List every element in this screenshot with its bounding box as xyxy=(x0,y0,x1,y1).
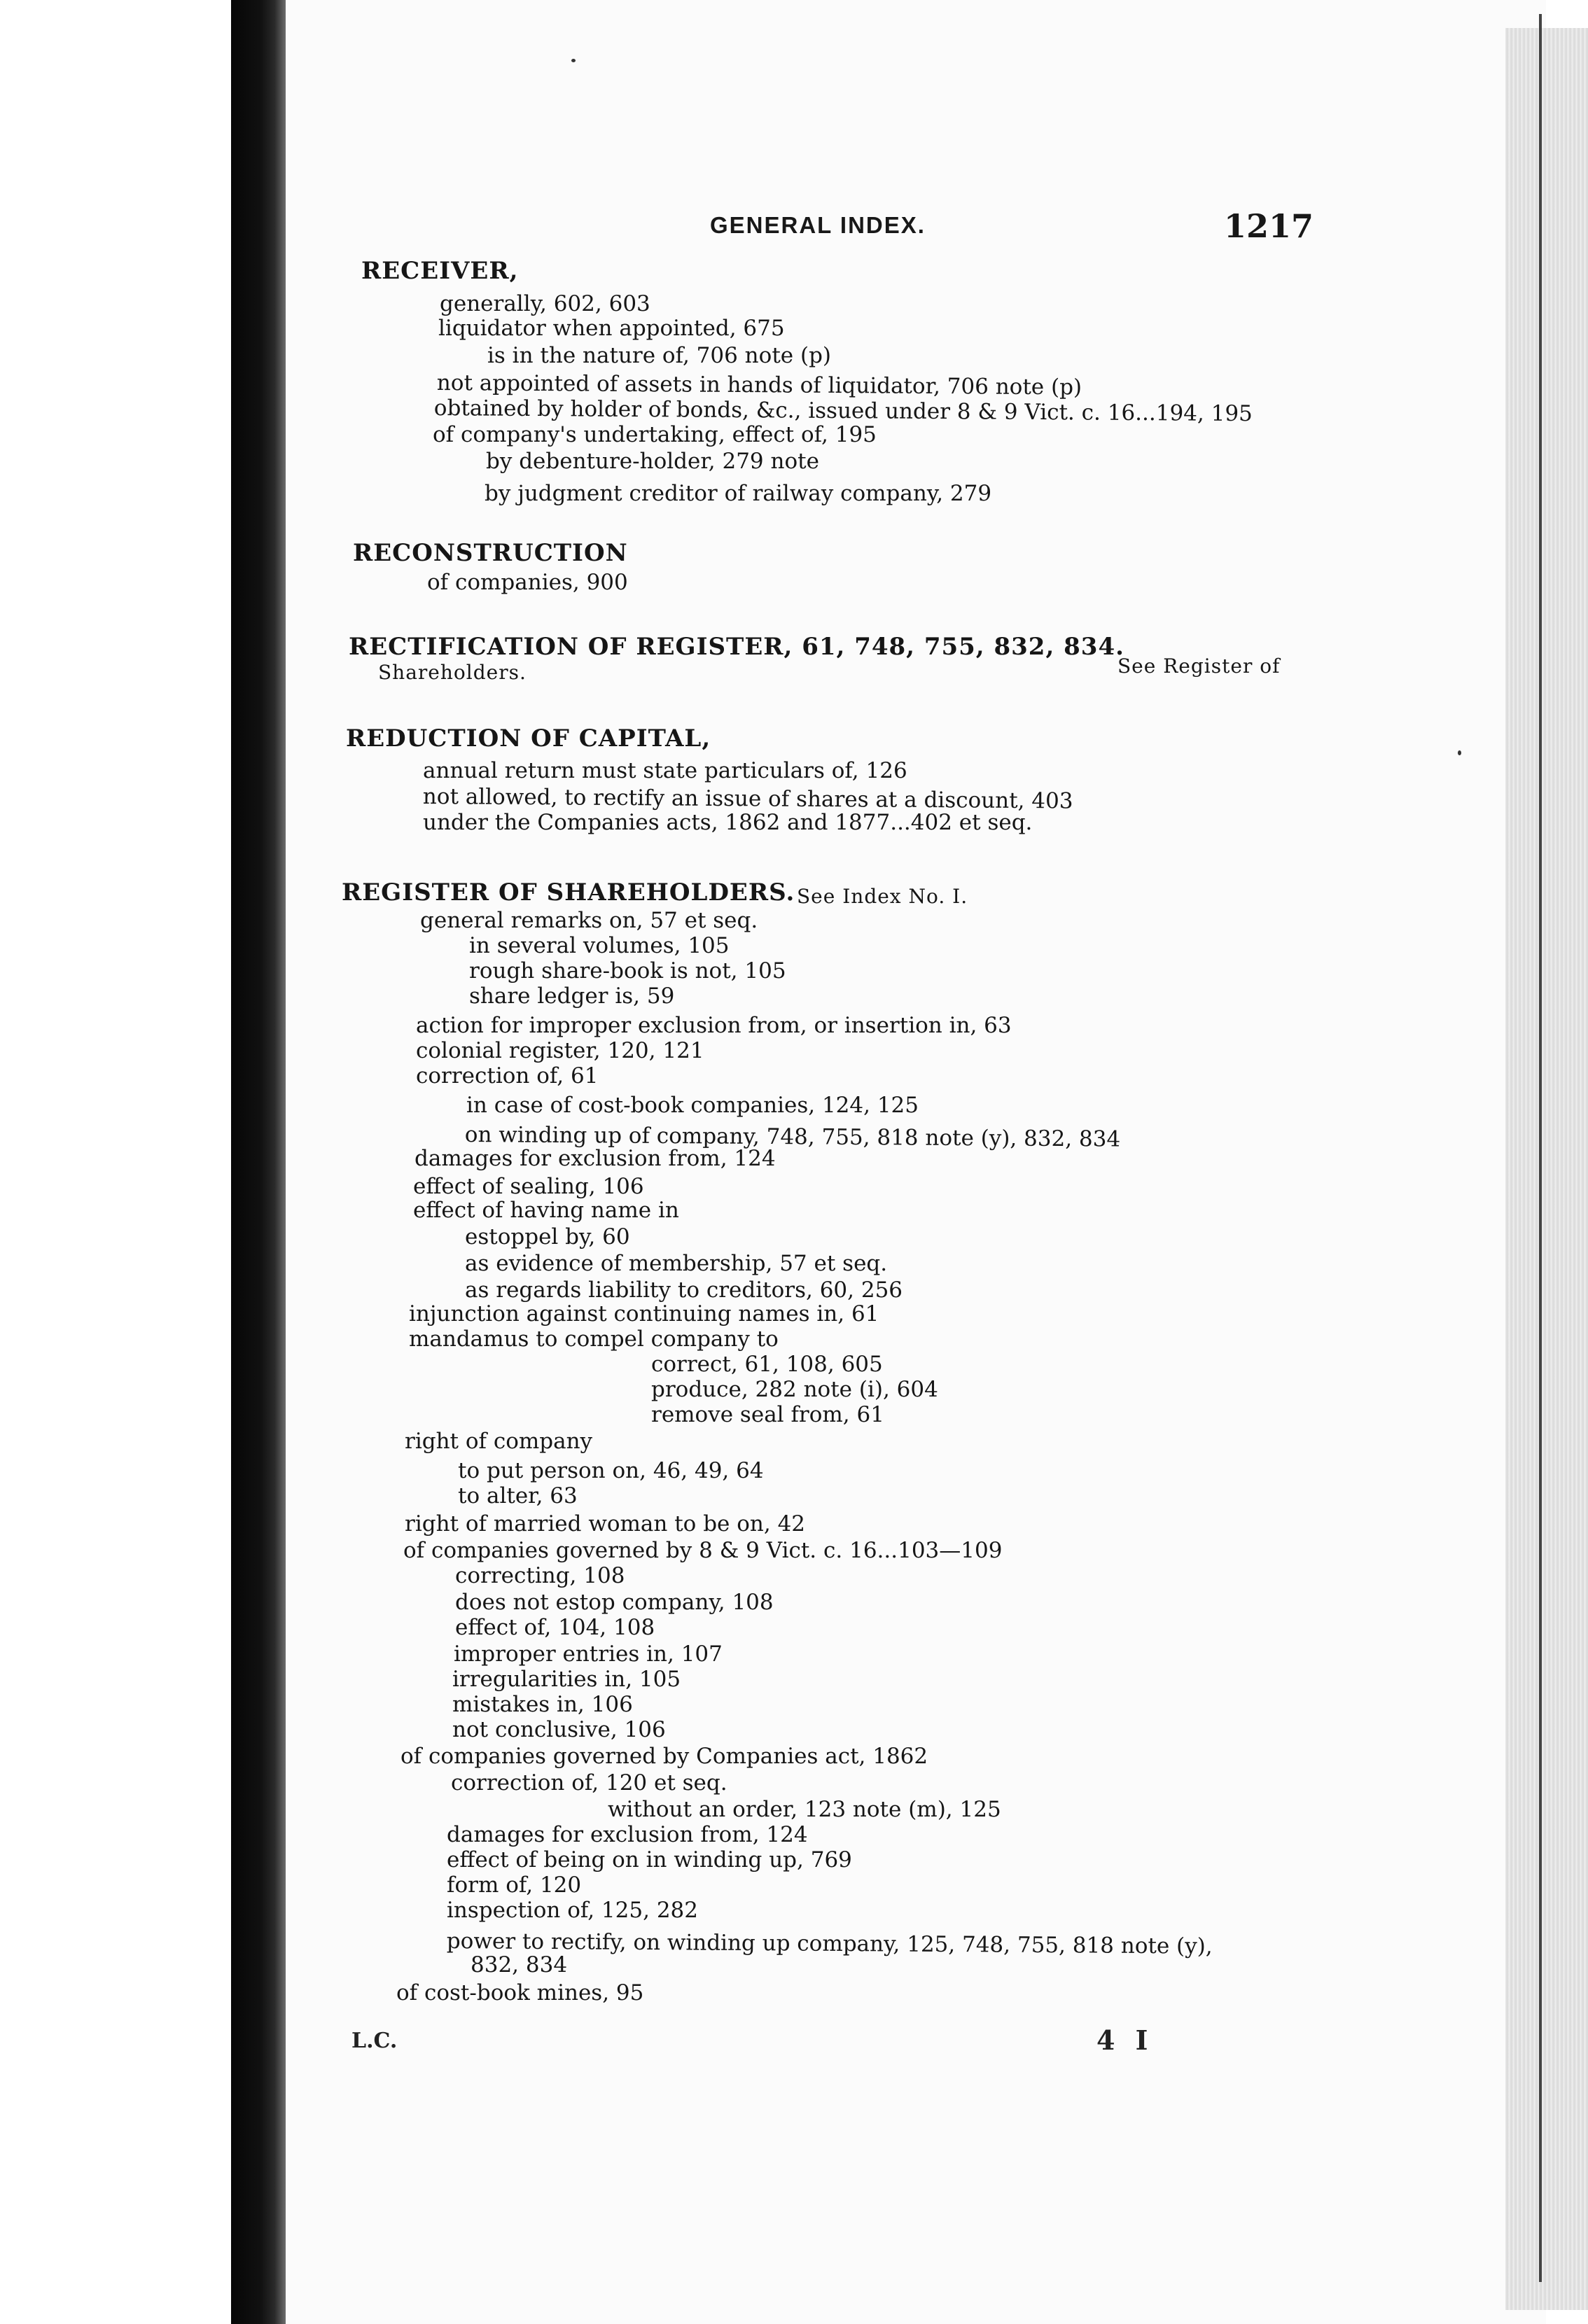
index-subentry: right of company xyxy=(405,1429,593,1454)
index-subentry: general remarks on, 57 et seq. xyxy=(420,908,758,933)
index-subentry: as regards liability to creditors, 60, 256 xyxy=(465,1278,903,1303)
index-heading-reduction: REDUCTION OF CAPITAL, xyxy=(346,724,711,752)
index-subentry: estoppel by, 60 xyxy=(465,1224,630,1250)
index-heading-register: REGISTER OF SHAREHOLDERS. xyxy=(342,878,795,906)
index-subentry: not allowed, to rectify an issue of shares at a discount, 403 xyxy=(422,784,1073,814)
index-subentry: annual return must state particulars of, 126 xyxy=(423,758,907,783)
index-subentry: share ledger is, 59 xyxy=(469,983,675,1009)
index-subentry: mistakes in, 106 xyxy=(452,1692,633,1717)
index-subentry: effect of, 104, 108 xyxy=(455,1615,655,1640)
index-subentry: in case of cost-book companies, 124, 125 xyxy=(466,1093,919,1118)
index-subentry: produce, 282 note (i), 604 xyxy=(651,1377,938,1402)
index-heading-reconstruction: RECONSTRUCTION xyxy=(353,539,628,567)
index-subentry: improper entries in, 107 xyxy=(454,1642,723,1667)
gathering-mark: 4 I xyxy=(1096,2024,1154,2056)
cross-reference-continued: Shareholders. xyxy=(378,661,527,684)
index-subentry: correcting, 108 xyxy=(455,1563,625,1588)
index-subentry: by debenture-holder, 279 note xyxy=(486,449,819,474)
index-subentry: liquidator when appointed, 675 xyxy=(438,316,785,341)
index-subentry: right of married woman to be on, 42 xyxy=(405,1511,806,1536)
index-subentry: to alter, 63 xyxy=(458,1483,578,1508)
index-subentry-continued: 832, 834 xyxy=(471,1952,568,1977)
index-subentry: is in the nature of, 706 note (p) xyxy=(487,343,832,368)
index-subentry: not appointed of assets in hands of liquidator, 706 note (p) xyxy=(436,370,1082,400)
index-subentry: without an order, 123 note (m), 125 xyxy=(608,1797,1001,1822)
index-subentry: form of, 120 xyxy=(447,1872,582,1898)
index-subentry: colonial register, 120, 121 xyxy=(416,1038,704,1063)
index-subentry: action for improper exclusion from, or insertion in, 63 xyxy=(416,1013,1012,1038)
index-subentry: effect of sealing, 106 xyxy=(413,1174,644,1199)
index-subentry: of cost-book mines, 95 xyxy=(396,1980,644,2005)
index-subentry: by judgment creditor of railway company, 279 xyxy=(485,481,992,506)
running-head: GENERAL INDEX. xyxy=(710,212,926,238)
index-subentry: damages for exclusion from, 124 xyxy=(415,1146,776,1171)
index-subentry: of company's undertaking, effect of, 195 xyxy=(433,422,877,447)
index-subentry: remove seal from, 61 xyxy=(651,1402,884,1427)
index-subentry: obtained by holder of bonds, &c., issued under 8 & 9 Vict. c. 16...194, 195 xyxy=(433,396,1253,427)
index-subentry: inspection of, 125, 282 xyxy=(447,1898,698,1923)
index-subentry: of companies, 900 xyxy=(427,570,628,595)
cross-reference: See Index No. I. xyxy=(797,885,968,908)
index-subentry: under the Companies acts, 1862 and 1877...402 et seq. xyxy=(423,810,1033,835)
printer-signature: L.C. xyxy=(351,2029,398,2053)
index-subentry: mandamus to compel company to xyxy=(409,1326,779,1352)
index-subentry: injunction against continuing names in, 61 xyxy=(409,1301,879,1326)
index-subentry: of companies governed by 8 & 9 Vict. c. 16...103—109 xyxy=(403,1538,1003,1563)
cross-reference: See Register of xyxy=(1117,654,1281,678)
index-subentry: correction of, 120 et seq. xyxy=(451,1770,727,1795)
index-subentry: generally, 602, 603 xyxy=(440,291,650,316)
index-subentry: damages for exclusion from, 124 xyxy=(447,1822,808,1847)
index-subentry: effect of being on in winding up, 769 xyxy=(447,1847,852,1872)
index-subentry: of companies governed by Companies act, 1862 xyxy=(401,1744,928,1769)
index-subentry: on winding up of company, 748, 755, 818 note (y), 832, 834 xyxy=(464,1122,1121,1152)
index-heading-receiver: RECEIVER, xyxy=(361,257,519,285)
index-subentry: in several volumes, 105 xyxy=(469,933,730,958)
index-subentry: does not estop company, 108 xyxy=(455,1590,774,1615)
index-subentry: to put person on, 46, 49, 64 xyxy=(458,1458,764,1483)
index-subentry: effect of having name in xyxy=(413,1198,679,1223)
index-subentry: not conclusive, 106 xyxy=(452,1717,666,1742)
index-subentry: irregularities in, 105 xyxy=(452,1667,681,1692)
index-heading-rectification: RECTIFICATION OF REGISTER, 61, 748, 755, 832, 834. xyxy=(349,633,1124,661)
index-subentry: correction of, 61 xyxy=(416,1063,599,1088)
index-subentry: rough share-book is not, 105 xyxy=(469,958,786,983)
index-subentry: as evidence of membership, 57 et seq. xyxy=(465,1251,888,1276)
page-number: 1217 xyxy=(1224,207,1314,245)
index-subentry: power to rectify, on winding up company, 125, 748, 755, 818 note (y), xyxy=(446,1928,1213,1959)
index-subentry: correct, 61, 108, 605 xyxy=(651,1352,883,1377)
